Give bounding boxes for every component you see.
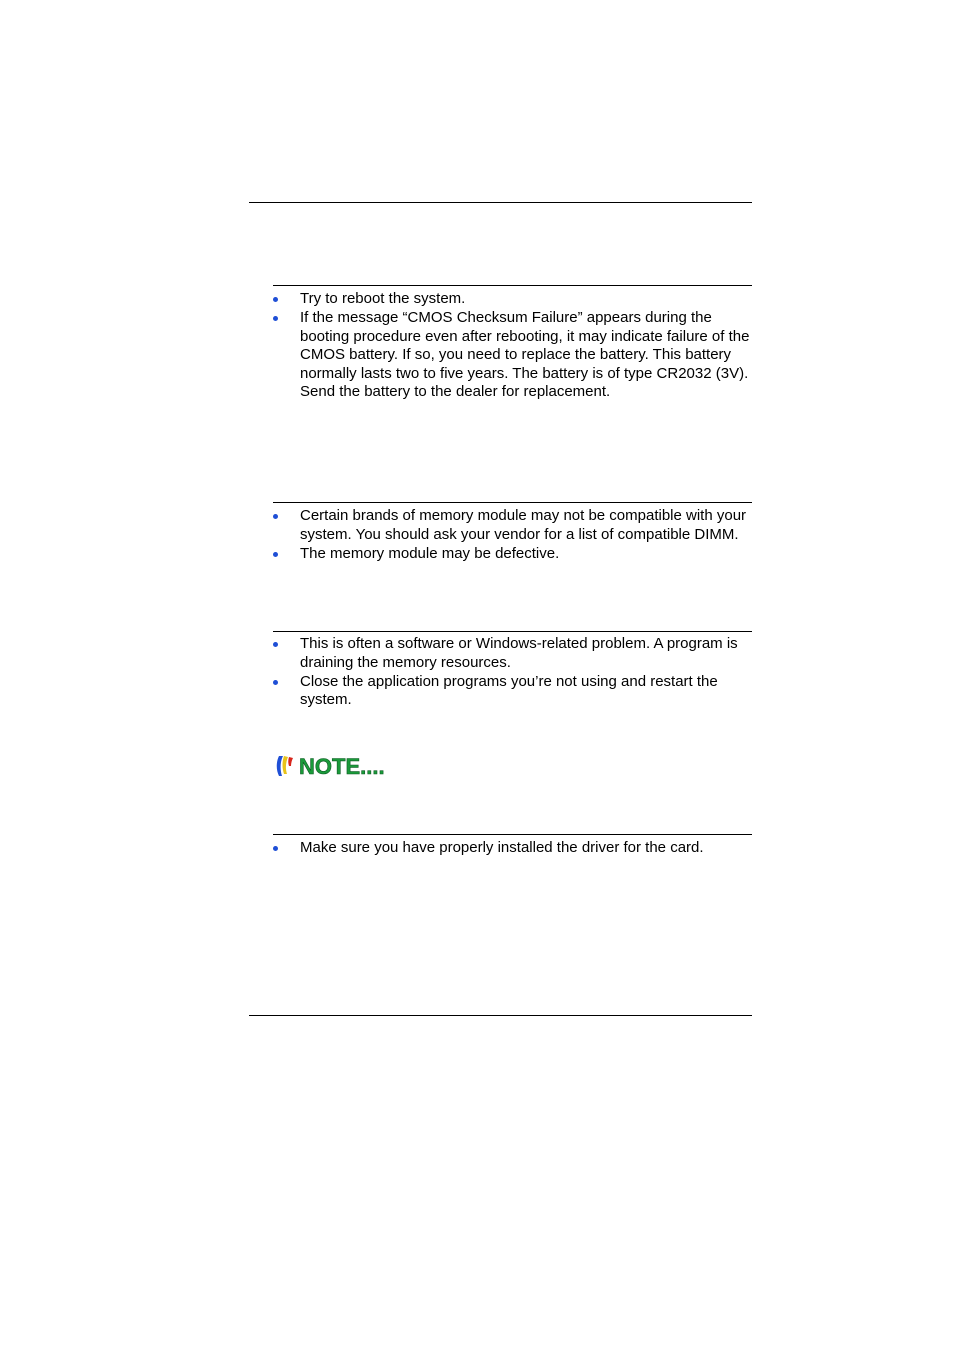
list-item [273,839,753,858]
bullet-icon [273,680,278,685]
list-item-text: Make sure you have properly installed the driver for the card. [300,839,704,856]
bullet-icon [273,316,278,321]
section-rule-2 [273,502,752,503]
bullet-list-1 [273,290,753,402]
list-item [273,673,753,710]
list-item-text: Close the application programs you’re not using and restart the system. [300,672,718,708]
note-logo-graphic [274,752,410,780]
section-rule-4 [273,834,752,835]
section-rule-1 [273,285,752,286]
bullet-list-3 [273,635,753,710]
bullet-icon [273,514,278,519]
section-rule-3 [273,631,752,632]
list-item-text: If the message “CMOS Checksum Failure” appears during the booting procedure even after rebooting, it may indicate failure of the CMOS battery. If so, you need to replace the battery. This battery normally lasts two to five years. The battery is of type CR2032 (3V). Send the battery to the dealer for replacement. [300,309,750,400]
bullet-icon [273,552,278,557]
list-item [273,635,753,672]
bullet-icon [273,297,278,302]
bullet-list-2 [273,507,753,564]
list-item-text: Try to reboot the system. [300,290,466,307]
list-item-text: The memory module may be defective. [300,544,560,562]
footer-rule [249,1015,752,1016]
list-item-text: This is often a software or Windows-related problem. A program is draining the memory resources. [300,635,738,671]
bullet-list-4 [273,839,753,858]
bullet-icon [273,642,278,647]
list-item-text: Certain brands of memory module may not be compatible with your system. You should ask your vendor for a list of compatible DIMM. [300,507,747,543]
bullet-icon [273,846,278,851]
note-logo-text: NOTE.... [299,754,385,779]
list-item [273,545,753,564]
list-item [273,309,753,402]
list-item [273,507,753,544]
note-logo [274,752,410,780]
list-item [273,290,753,309]
header-rule [249,202,752,203]
